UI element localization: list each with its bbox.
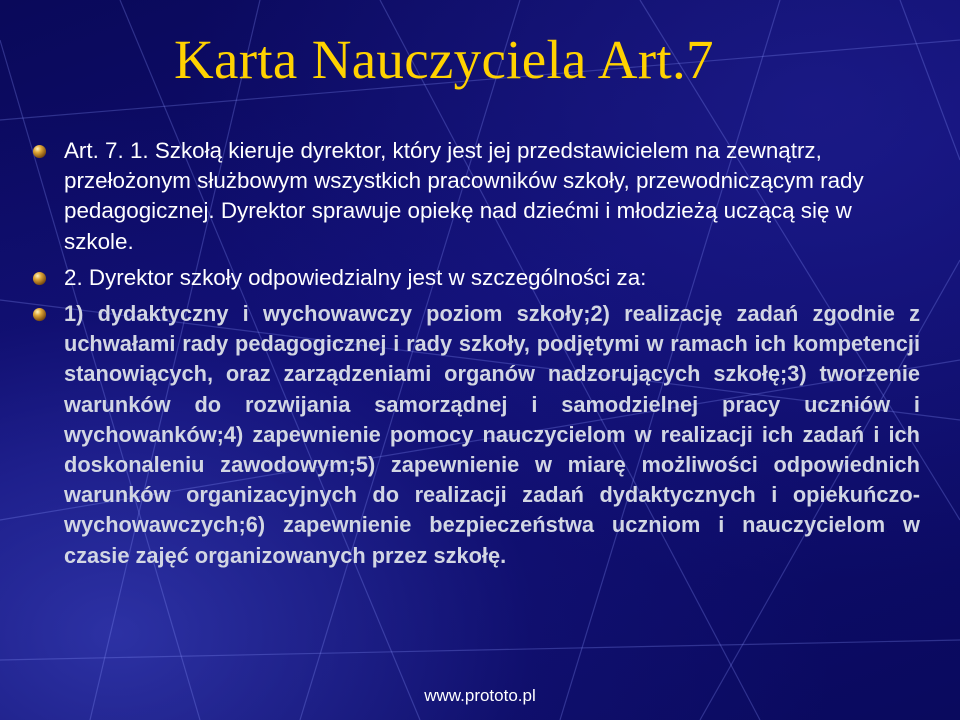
slide-title: Karta Nauczyciela Art.7 [174, 29, 714, 90]
bullet-item [32, 299, 920, 571]
gold-sphere-bullet-icon [32, 144, 47, 159]
bullet-item [32, 263, 920, 293]
bullet-text: 1) dydaktyczny i wychowawczy poziom szkoły;2) realizację zadań zgodnie z uchwałami rady pedagogicznej i rady szkoły, podjętymi w ramach ich kompetencji stanowiących, oraz zarządzeniami organów nadzorujących szkołę;3) tworzenie warunków do rozwijania samorządnej i samodzielnej pracy uczniów i wychowanków;4) zapewnienie pomocy nauczycielom w realizacji ich zadań i ich doskonaleniu zawodowym;5) zapewnienie w miarę możliwości odpowiednich warunków organizacyjnych do realizacji zadań dydaktycznych i opiekuńczo-wychowawczych;6) zapewnienie bezpieczeństwa uczniom i nauczycielom w czasie zajęć organizowanych przez szkołę. [64, 301, 920, 568]
bullet-text: Art. 7. 1. Szkołą kieruje dyrektor, który jest jej przedstawicielem na zewnątrz, przełożonym służbowym wszystkich pracowników szkoły, przewodniczącym rady pedagogicznej. Dyrektor sprawuje opiekę nad dziećmi i młodzieżą uczącą się w szkole. [64, 138, 864, 254]
gold-sphere-bullet-icon [32, 307, 47, 322]
bullet-item [32, 136, 920, 257]
gold-sphere-bullet-icon [32, 271, 47, 286]
bullet-list [32, 136, 920, 571]
footer-url: www.prototo.pl [424, 686, 536, 705]
bullet-text: 2. Dyrektor szkoły odpowiedzialny jest w szczególności za: [64, 264, 647, 290]
